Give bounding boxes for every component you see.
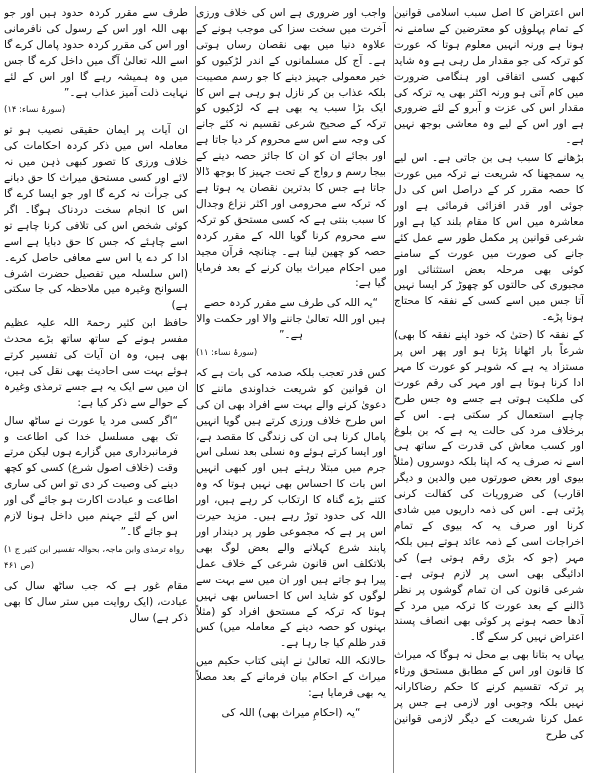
quran-quote: “یہ اللہ کی طرف سے مقرر کردہ حصے ہیں اور اللہ تعالیٰ جاننے والا اور حکمت والا ہے۔” [196, 297, 386, 342]
hadith-quote: “اگر کسی مرد یا عورت نے ساٹھ سال تک بھی مسلسل خدا کی اطاعت و فرمانبرداری میں گزارے ہوں لیکن مرتے وقت (خلاف اصول شرع) کسی کو کچھ دینے کی وصیت کر دی تو اس کی ساری اطاعت و عبادت اکارت ہو جائے گی اور اس کے لئے جہنم میں داخل ہونا لازم ہو جائے گا۔” [4, 414, 178, 538]
left-column [4, 6, 188, 779]
paragraph: بڑھانے کا سبب ہی بن جاتی ہے۔ اس لیے یہ سمجھنا کہ شریعت نے ترکہ میں عورت کا حصہ مقرر کر کے دراصل اس کی دل جوئی اور قدر افزائی فرمائی ہے اور معاشرہ میں اس کا مقام بلند کیا ہے اور شرعی قوانین پر مکمل طور سے عمل کئے جانے کی صورت میں عورت کے سامنے کوئی بھی مرحلہ بعض استثنائی اور مجبوری کی حالتوں کو چھوڑ کر ایسا نہیں آتا جس میں اسے کسی کے نفقہ کا محتاج ہونا پڑے۔ [394, 152, 584, 324]
paragraph: واجب اور ضروری ہے اس کی خلاف ورزی آخرت میں سخت سزا کی موجب ہونے کے علاوہ دنیا میں بھی نقصان رساں ہوتی ہے۔ آج کل مسلمانوں کے اندر لڑکیوں کو خیر معمولی جہیز دینے کا جو رسم مصیبت بلکہ عذاب بن کر نازل ہو رہی ہے اس کا ایک بڑا سبب یہ بھی ہے کہ لڑکیوں کو ترکہ کے صحیح شرعی تقسیم نہ کئے جانے کی وجہ سے اس سے محروم کر دیا جاتا ہے اور بجائے ان کو ان کا جائز حصہ دینے کے بیجا رسم و رواج کے تحت جہیز کا بوجھ ڈالا جاتا ہے جس کا بدترین نقصان یہ ہوتا ہے کہ ترکہ سے محرومی اور اکثر نزاع وجدال کا سبب بنتی ہے کہ کسی مستحق کو ترکہ سے محروم کرنا گویا اللہ کے مقرر کردہ حصہ کو چھین لینا ہے۔ چنانچہ قرآن مجید میں احکام میراث بیان کرنے کے بعد فرمایا گیا ہے: [196, 7, 386, 290]
paragraph: ان آیات پر ایمان حقیقی نصیب ہو تو معاملہ اس میں ذکر کردہ احکامات کی خلاف ورزی کا تصور کبھی ذہن میں نہ لائے اور کسی مستحق میراث کا حق دبانے کی جرأت نہ کرے گا اور جو ایسا کرے گا اس کا انجام سخت دردناک ہوگا۔ اگر کوئی شخص اس کی تلافی کرنا چاہے تو اسے چاہئے کہ جس کا حق دبایا ہے اسے ادا کر دے یا اس سے معافی حاصل کرے۔ (اس سلسلہ میں تفصیل حضرت اشرف السوانح وغیرہ میں ملاحظہ کی جا سکتی ہے) [4, 124, 188, 312]
paragraph: یہاں یہ بتانا بھی بے محل نہ ہوگا کہ میراث کا قانون اور اس کے مطابق مستحق ورثاء پر ترکہ تقسیم کرنے کا حکم رضاکارانہ نہیں بلکہ وجوبی اور لازمی ہے جس پر عمل کرنا شریعت کے دیگر لازمی قوانین کی طرح [394, 649, 584, 741]
verse-reference: (سورۂ نساء: ۱۴) [4, 105, 66, 116]
column-divider [393, 6, 394, 773]
paragraph: کے نفقہ کا (حتیٰ کہ خود اپنے نفقہ کا بھی) شرعاً بار اٹھانا پڑتا ہو اور پھر اس پر مستزاد یہ ہے کہ شوہر کو عورت کا مہر ادا کرنا ہوتا ہے اور مہر کی رقم عورت کی ملکیت ہوتی ہے جسے وہ جس طرح چاہے استعمال کر سکتی ہے۔ اس کے برخلاف مرد کی حالت یہ ہے کہ بن بلوغ اور کسب معاش کی قدرت کے ساتھ ہی اسے نہ صرف یہ کہ اپنا بلکہ دوسروں (مثلاً بیوی اور بعض صورتوں میں والدین و دیگر اقارب) کی ضروریات کی کفالت کرنی پڑتی ہے۔ اس کی ذمہ داریوں میں شادی کرنا اور صرف یہ کہ بیوی کے تمام اخراجات اسی کے ذمہ عائد ہوتے ہیں بلکہ مہر (جو کہ بڑی رقم ہوتی ہے) کی ادائیگی بھی اسی پر لازم ہوتی ہے۔ شرعی قانون کی ان تمام گوشوں پر نظر ڈالنے کے بعد عورت کا ترکہ میں مرد کے آدھا حصہ ہونے پر کوئی بھی انصاف پسند اعتراض نہیں کر سکے گا۔ [394, 329, 584, 644]
right-column [394, 6, 584, 779]
quote-continuation: طرف سے مقرر کردہ حدود ہیں اور جو بھی اللہ اور اس کے رسول کی نافرمانی اور اس کی مقرر کردہ حدود پامال کرے گا اسے اللہ تعالیٰ آگ میں داخل کرے گا جس میں وہ ہمیشہ رہے گا اور اس کے لئے نہایت ذلت آمیز عذاب ہے۔” [4, 7, 188, 99]
paragraph: حالانکہ اللہ تعالیٰ نے اپنی کتاب حکیم میں میراث کے احکام بیان فرمانے کے بعد مصلاً یہ بھی فرمایا ہے: [196, 655, 386, 700]
hadith-reference: (رواہ ترمذی وابن ماجہ، بحوالہ تفسیر ابن کثیر ج ۱ ص ۴۶۱) [4, 544, 185, 571]
paragraph: مقام غور ہے کہ جب ساٹھ سال کی عبادت، (ایک روایت میں ستر سال کا بھی ذکر ہے) سال [4, 579, 188, 624]
paragraph: حافظ ابن کثیر رحمۃ اللہ علیہ عظیم مفسر ہونے کے ساتھ ساتھ بڑے محدث بھی ہیں، وہ ان آیات کی تفسیر کرتے ہوئے بہت سی احادیث بھی نقل کی ہیں، ان میں سے ایک یہ ہے جسے ترمذی وغیرہ کے حوالے سے ذکر کیا ہے: [4, 317, 188, 409]
paragraph: کس قدر تعجب بلکہ صدمہ کی بات ہے کہ ان قوانین کو شریعت خداوندی ماننے کا دعویٰ کرنے والے بہت سے افراد بھی ان کی اس طرح خلاف ورزی کرتے ہیں گویا انہیں پامال کرنا ہی ان کی زندگی کا مقصد ہے، اور ایسا کرتے ہوئے وہ نسلی بعد نسلی اس جرم میں مبتلا رہتے ہیں اور کبھی انہیں اس بات کا احساس بھی نہیں ہوتا کہ وہ کتنے بڑے گناہ کا ارتکاب کر رہے ہیں، اور اللہ کی حدود توڑ رہے ہیں۔ مزید حیرت اس پر ہے کہ مجموعی طور پر دیندار اور پابند شرع کہلانے والے بعض لوگ بھی بلاتکلف اس قانون شرعی کے خلاف عمل پیرا ہو جاتے ہیں اور ان میں سے بہت سے لوگوں کو شاید اس کا احساس بھی نہیں ہوتا کہ ترکہ کے مستحق افراد کو (مثلاً بہنوں کو حصہ دینے کے معاملہ میں) کس قدر ظلم کیا جا رہا ہے۔ [196, 366, 386, 650]
quran-quote: “یہ (احکامِ میراث بھی) اللہ کی [221, 706, 361, 719]
verse-reference: (سورۂ نساء: ۱۱) [196, 348, 258, 359]
paragraph: اس اعتراض کا اصل سبب اسلامی قوانین کے تمام پہلوؤں کو معترضین کے سامنے نہ ہونا ہے ورنہ انہیں معلوم ہوتا کہ عورت کو ترکہ کی جو مقدار مل رہی ہے وہ شاید کبھی کسی اتفاقی اور ہنگامی ضرورت میں کام آتی ہو ورنہ اکثر بھی یہ ترکہ کی مقدار اس کی عزت و آبرو کے لئے ضروری ہے اور اس کے لیے وہ معاشی بوجھ نہیں ہے۔ [394, 7, 584, 147]
middle-column [196, 6, 386, 779]
column-divider [195, 6, 196, 773]
